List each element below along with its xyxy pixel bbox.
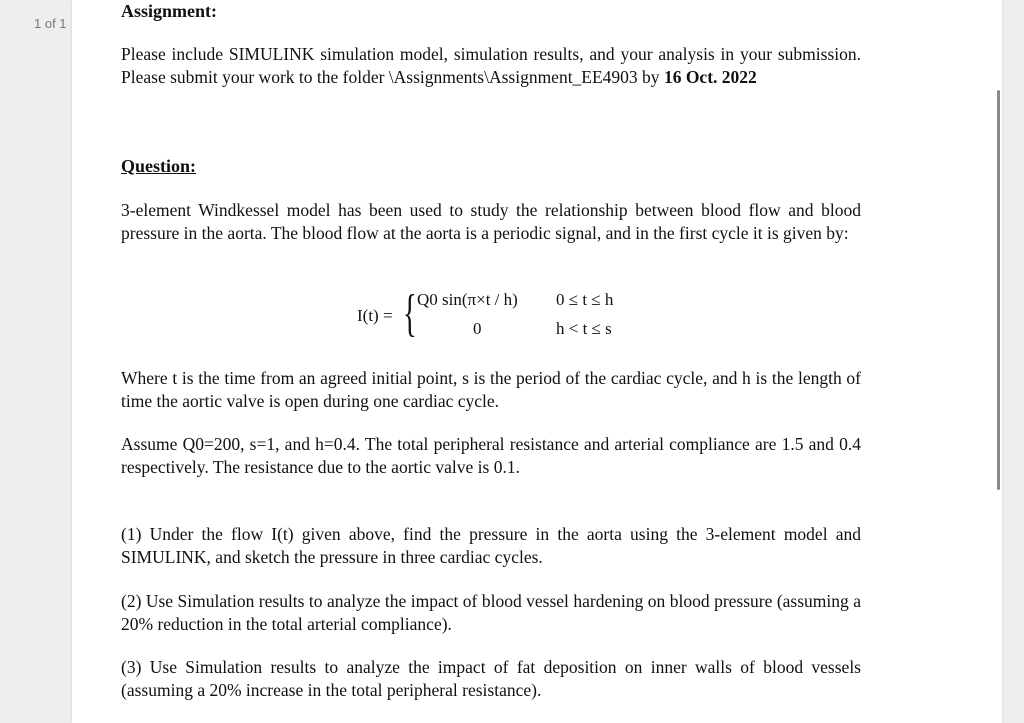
equation-case2-cond: h < t ≤ s (556, 319, 612, 338)
question-heading: Question: (121, 156, 197, 176)
equation-case1-cond: 0 ≤ t ≤ h (556, 290, 614, 309)
task-2: (2) Use Simulation results to analyze the impact of blood vessel hardening on blood pressure (assuming a 20% reduction in the total arterial compliance). (121, 591, 861, 634)
task-3: (3) Use Simulation results to analyze the impact of fat deposition on inner walls of blood vessels (assuming a 20% increase in the total peripheral resistance). (121, 657, 861, 700)
assignment-instructions (121, 43, 861, 88)
where-paragraph: Where t is the time from an agreed initial point, s is the period of the cardiac cycle, and h is the length of time the aortic valve is open during one cardiac cycle. (121, 368, 861, 411)
equation-case2-expr: 0 (473, 319, 482, 338)
vertical-scrollbar[interactable] (997, 90, 1000, 490)
question-intro: 3-element Windkessel model has been used to study the relationship between blood flow and blood pressure in the aorta. The blood flow at the aorta is a periodic signal, and in the first cycle it is given by: (121, 200, 861, 243)
assume-paragraph: Assume Q0=200, s=1, and h=0.4. The total peripheral resistance and arterial compliance are 1.5 and 0.4 respectively. The resistance due to the aortic valve is 0.1. (121, 434, 861, 477)
due-date: 16 Oct. 2022 (663, 66, 757, 87)
flow-equation (357, 285, 657, 345)
document-page (72, 0, 1002, 723)
page-counter: 1 of 1 (34, 16, 67, 31)
equation-lhs: I(t) = (357, 306, 393, 325)
equation-brace: { (403, 285, 417, 342)
equation-case1-expr: Q0 sin(π×t / h) (417, 290, 518, 309)
assignment-instructions-text: Please include SIMULINK simulation model, simulation results, and your analysis in your submission. Please submit your work to the folder \Assignments\Assignment_EE4903 by (121, 44, 861, 87)
task-1: (1) Under the flow I(t) given above, find the pressure in the aorta using the 3-element model and SIMULINK, and sketch the pressure in three cardiac cycles. (121, 524, 861, 567)
assignment-heading: Assignment: (121, 1, 218, 21)
